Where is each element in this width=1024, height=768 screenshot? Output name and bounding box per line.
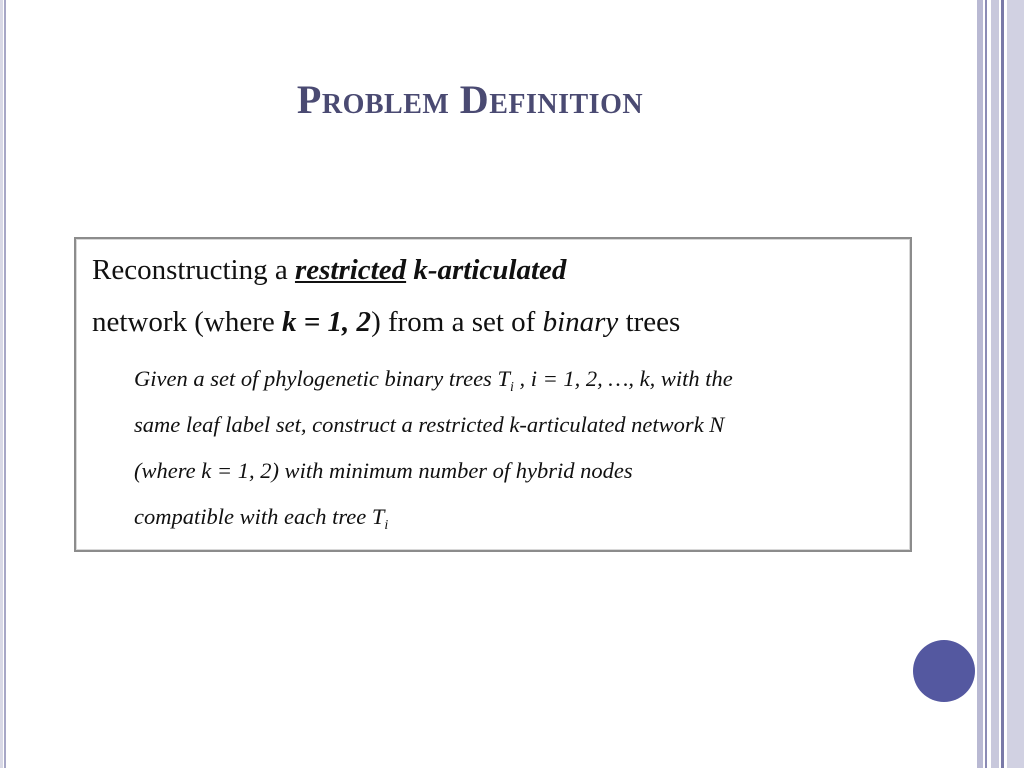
statement-line-2: network (where k = 1, 2) from a set of binary trees [92, 306, 681, 338]
right-stripe-decoration [977, 0, 1024, 768]
binary-term: binary [542, 306, 619, 338]
statement-line-1: Reconstructing a restricted k-articulated [92, 254, 567, 286]
restricted-term: restricted [294, 254, 407, 286]
k-values: k = 1, 2 [282, 306, 372, 338]
definition-line-3: (where k = 1, 2) with minimum number of hybrid nodes [134, 458, 633, 483]
k-articulated-term: k-articulated [413, 254, 567, 286]
definition-line-1: Given a set of phylogenetic binary trees $T_i$ , i = 1, 2, …, k, with the [134, 366, 733, 395]
decorative-circle [913, 640, 975, 702]
slide-title: Problem Definition [296, 77, 644, 122]
definition-line-2: same leaf label set, construct a restricted k-articulated network N [134, 412, 725, 437]
definition-line-4: compatible with each tree $T_i$ [134, 504, 389, 533]
